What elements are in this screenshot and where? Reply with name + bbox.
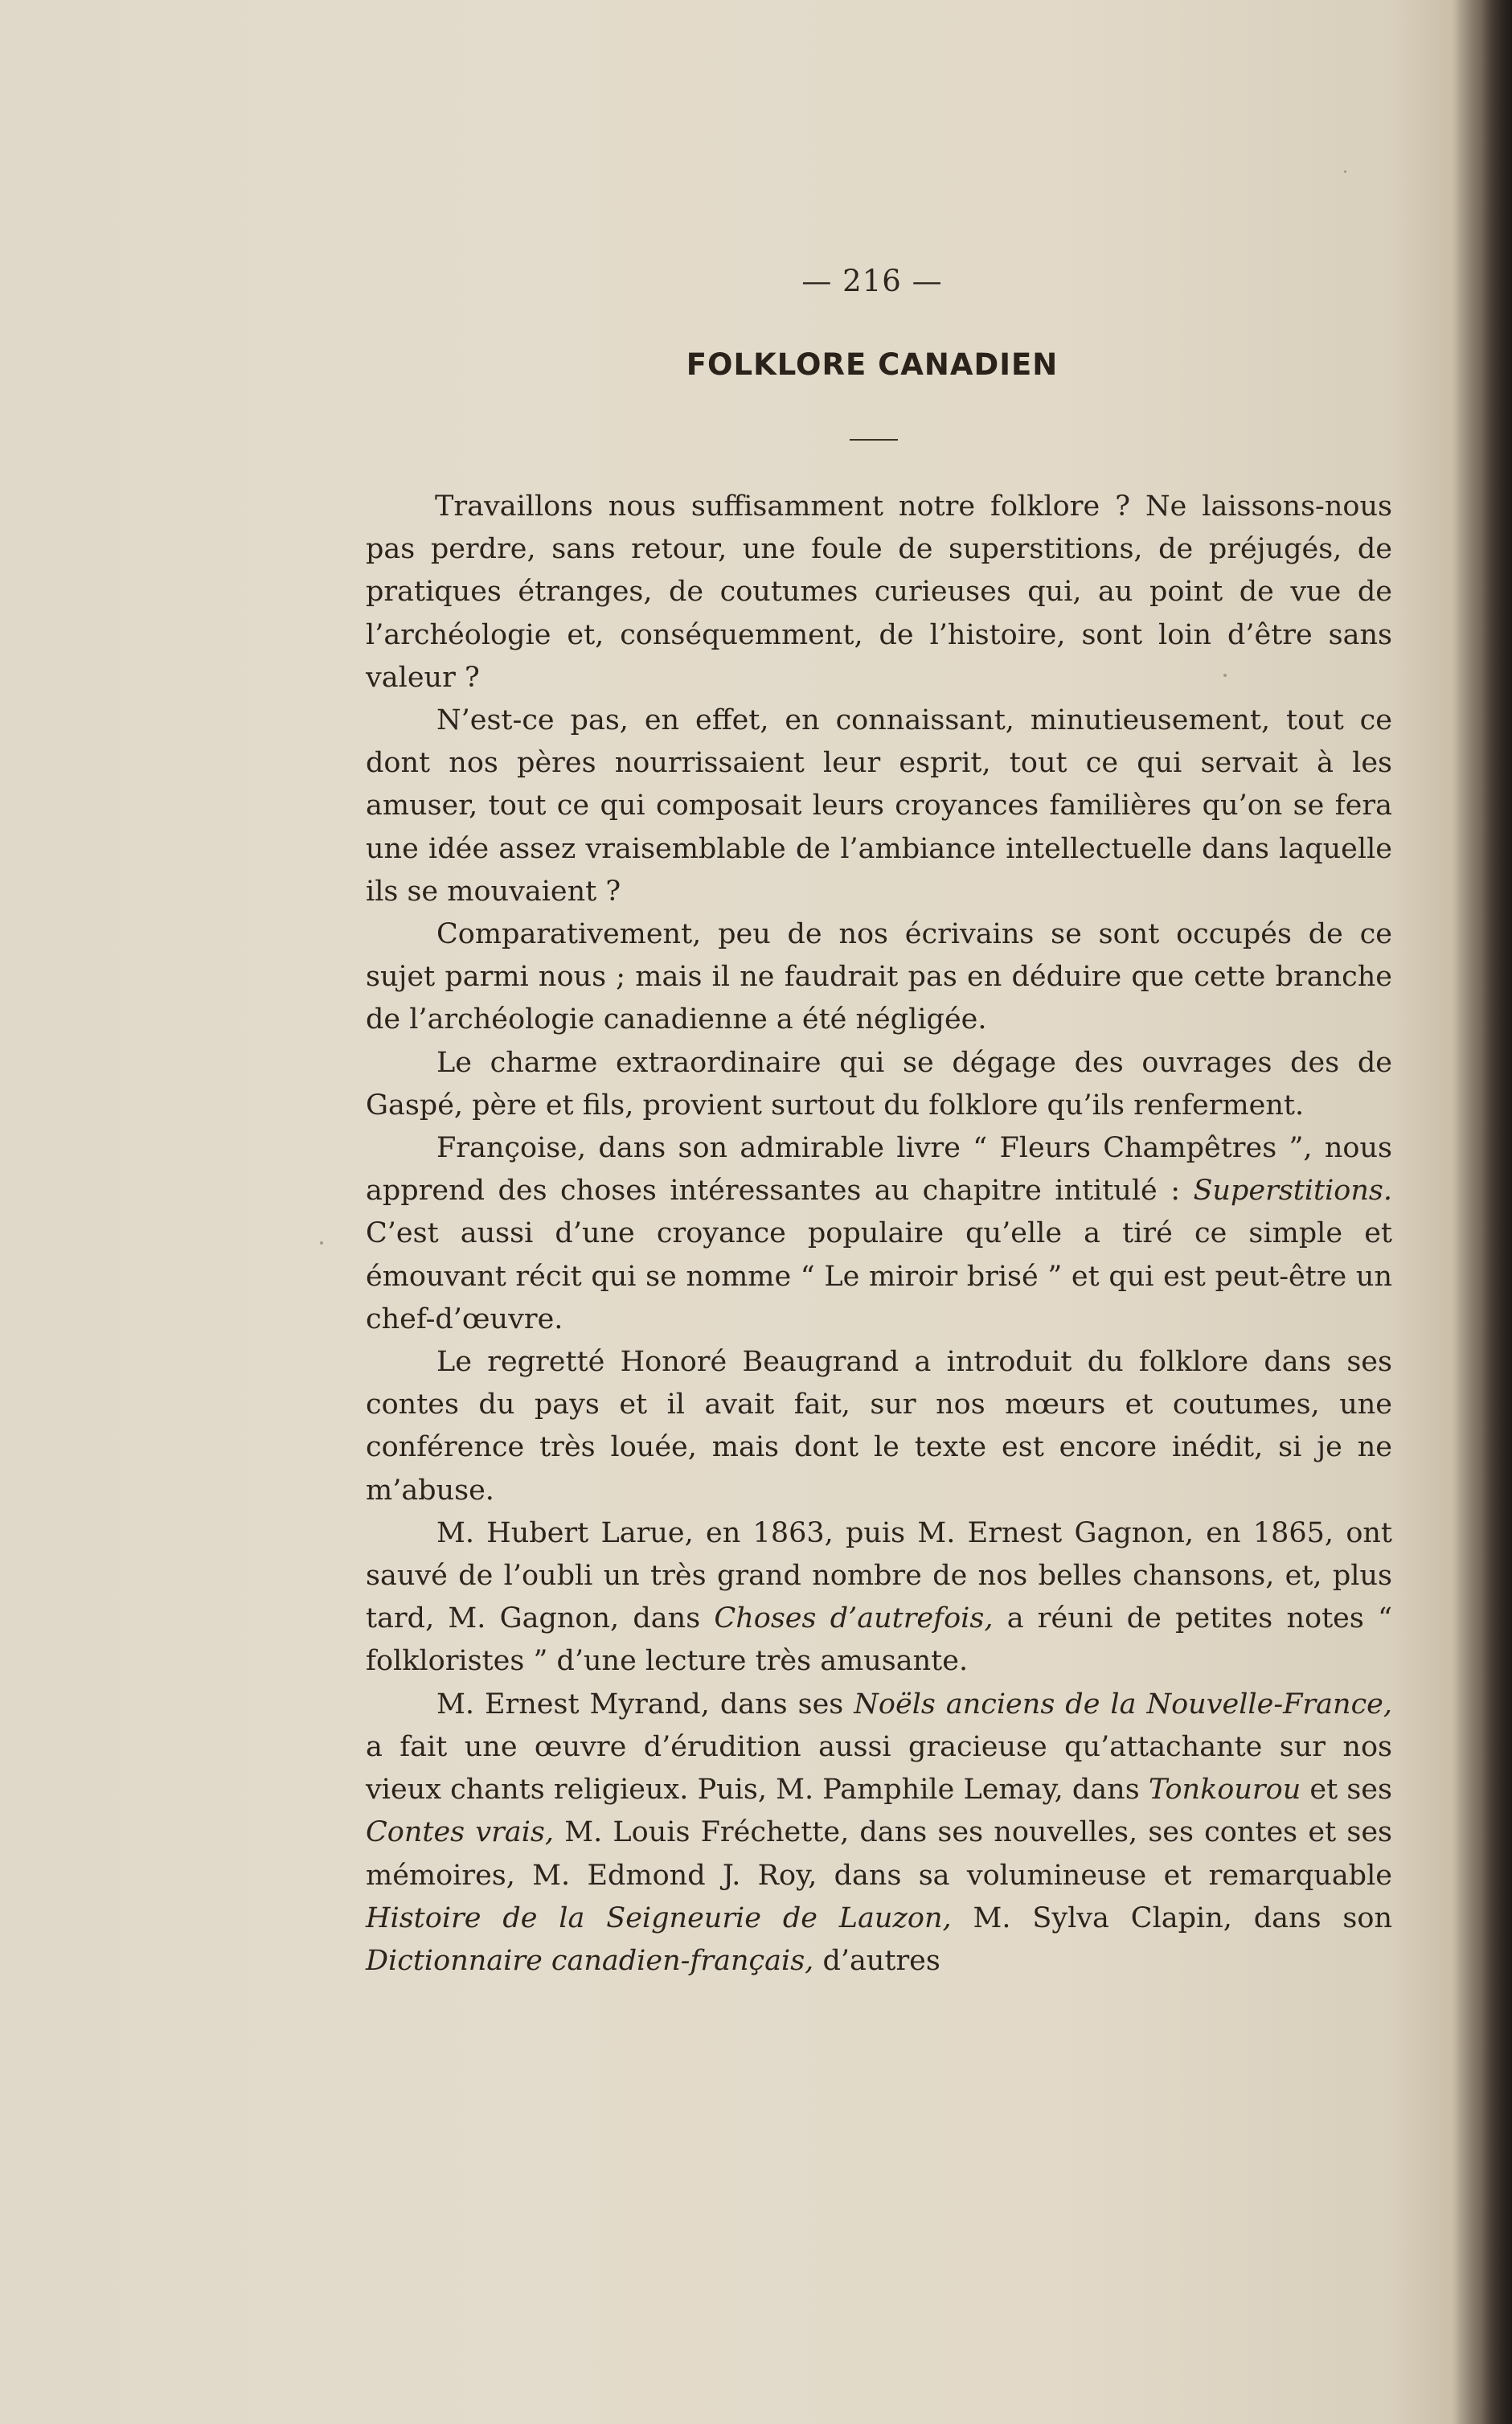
page-title: FOLKLORE CANADIEN [686, 347, 1059, 382]
paragraph [366, 699, 1392, 913]
page-number: — 216 — [801, 264, 943, 298]
italic-book-title: Noëls anciens de la Nouvelle-France, [854, 1688, 1393, 1721]
paragraph-text: Le charme extraordinaire qui se dégage des ouvrages des de Gaspé, père et fils, provient surtout du folklore qu’ils renferment. [366, 1046, 1392, 1122]
paragraph-text: Le regretté Honoré Beaugrand a introduit du folklore dans ses contes du pays et il avait fait, sur nos mœurs et coutumes, une conférence très louée, mais dont le texte est encore inédit, si je ne m’abuse. [366, 1346, 1392, 1507]
paragraph [366, 486, 1392, 699]
paragraph [366, 1684, 1392, 1983]
italic-book-title: Tonkourou [1148, 1774, 1301, 1807]
paragraph-text: a fait une œuvre d’érudition aussi gracieuse qu’attachante sur nos vieux chants religieux. Puis, M. Pamphile Lemay, dans [366, 1730, 1392, 1807]
paragraph-text: Travaillons nous suffisamment notre folklore ? Ne laissons-nous pas perdre, sans retour, une foule de superstitions, de préjugés, de pratiques étranges, de coutumes curieuses qui, au point de vue de l’archéologie et, conséquemment, de l’histoire, sont loin d’être sans valeur ? [366, 490, 1392, 694]
paragraph-text: M. Ernest Myrand, dans ses [436, 1688, 854, 1721]
italic-book-title: Histoire de la Seigneurie de Lauzon, [366, 1901, 952, 1934]
paragraph-text: et ses [1301, 1774, 1392, 1807]
paragraph-text: Comparativement, peu de nos écrivains se sont occupés de ce sujet parmi nous ; mais il ne faudrait pas en déduire que cette branche de l’archéologie canadienne a été négligée. [366, 918, 1392, 1036]
paragraph [366, 1042, 1392, 1127]
paragraph-text: M. Hubert Larue, en 1863, puis M. Ernest Gagnon, en 1865, ont sauvé de l’oubli un très grand nombre de nos belles chansons, et, plus tard, M. Gagnon, dans [366, 1516, 1392, 1635]
paper-speck [1344, 170, 1346, 173]
paper-speck [320, 1241, 323, 1245]
paragraph-text: M. Louis Fréchette, dans ses nouvelles, ses contes et ses mémoires, M. Edmond J. Roy, dans sa volumineuse et remarquable [366, 1816, 1392, 1892]
paragraph-text: d’autres [813, 1944, 940, 1977]
italic-book-title: Contes vrais, [366, 1816, 555, 1849]
italic-book-title: Choses d’autrefois, [714, 1602, 994, 1635]
italic-book-title: Dictionnaire canadien-français, [366, 1944, 814, 1977]
paragraph [366, 1127, 1392, 1341]
italic-chapter-title: Superstitions. [1193, 1175, 1392, 1208]
paragraph-text: Françoise, dans son admirable livre “ Fleurs Champêtres ”, nous apprend des choses intéressantes au chapitre intitulé : [366, 1132, 1392, 1208]
paragraph-text: N’est-ce pas, en effet, en connaissant, minutieusement, tout ce dont nos pères nourrissaient leur esprit, tout ce qui servait à les amuser, tout ce qui composait leurs croyances familières qu’on se fera une idée assez vraisemblable de l’ambiance intellectuelle dans laquelle ils se mouvaient ? [366, 704, 1392, 908]
paragraph [366, 1341, 1392, 1512]
paragraph [366, 1512, 1392, 1684]
paragraph-text: a réuni de petites notes “ folkloristes ” d’une lecture très amusante. [366, 1602, 1392, 1678]
paragraph [366, 913, 1392, 1042]
paragraph-text: M. Sylva Clapin, dans son [951, 1901, 1392, 1934]
paragraph-text: C’est aussi d’une croyance populaire qu’elle a tiré ce simple et émouvant récit qui se nomme “ Le miroir brisé ” et qui est peut-être un chef-d’œuvre. [366, 1217, 1392, 1335]
body-text [366, 486, 1392, 1983]
title-divider [850, 439, 898, 441]
